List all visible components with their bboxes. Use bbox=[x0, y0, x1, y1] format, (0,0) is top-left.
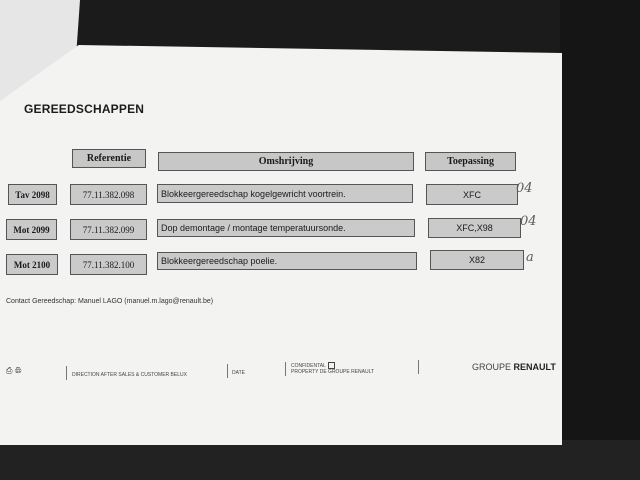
row-1-code: Tav 2098 bbox=[8, 184, 57, 205]
brand-name: RENAULT bbox=[513, 362, 556, 372]
footer-icons bbox=[6, 366, 22, 376]
row-3-reference: 77.11.382.100 bbox=[70, 254, 147, 275]
floor-surface bbox=[0, 440, 640, 480]
footer-direction: DIRECTION AFTER SALES & CUSTOMER BELUX bbox=[72, 372, 187, 378]
row-2-reference: 77.11.382.099 bbox=[70, 219, 147, 240]
row-3-description: Blokkeergereedschap poelie. bbox=[157, 252, 417, 270]
confidential-checkbox bbox=[328, 362, 335, 369]
row-3-application: X82 bbox=[430, 250, 524, 270]
footer-divider bbox=[285, 362, 286, 376]
row-1-reference: 77.11.382.098 bbox=[70, 184, 147, 205]
row-2-handwritten-note: 04 bbox=[520, 214, 537, 229]
row-1-handwritten-note: 04 bbox=[516, 181, 533, 196]
property-label: PROPERTY DE GROUPE RENAULT bbox=[291, 369, 375, 375]
header-reference: Referentie bbox=[72, 149, 146, 168]
row-2-application: XFC,X98 bbox=[428, 218, 521, 238]
dark-surface bbox=[560, 0, 640, 480]
brand-logo bbox=[472, 362, 556, 372]
header-application: Toepassing bbox=[425, 152, 516, 171]
printer-icon: ⎙ bbox=[6, 366, 13, 375]
row-1-application: XFC bbox=[426, 184, 518, 205]
header-description: Omshrijving bbox=[158, 152, 414, 171]
document-title: GEREEDSCHAPPEN bbox=[24, 102, 145, 116]
row-3-handwritten-note: a bbox=[526, 250, 534, 265]
footer-divider bbox=[66, 366, 67, 380]
confidential-label: CONFIDENTAL bbox=[291, 362, 326, 369]
footer-confidential bbox=[291, 362, 374, 375]
recycle-icon: ♲ bbox=[14, 366, 22, 375]
row-3-code: Mot 2100 bbox=[6, 254, 58, 275]
footer-divider bbox=[418, 360, 419, 374]
row-1-description: Blokkeergereedschap kogelgewricht voortrein. bbox=[157, 184, 413, 203]
footer-divider bbox=[227, 364, 228, 378]
brand-prefix: GROUPE bbox=[472, 362, 512, 372]
row-2-description: Dop demontage / montage temperatuursonde. bbox=[157, 219, 415, 237]
row-2-code: Mot 2099 bbox=[6, 219, 57, 240]
footer-date-label: DATE bbox=[232, 370, 245, 376]
contact-line: Contact Gereedschap: Manuel LAGO (manuel.m.lago@renault.be) bbox=[6, 298, 214, 305]
